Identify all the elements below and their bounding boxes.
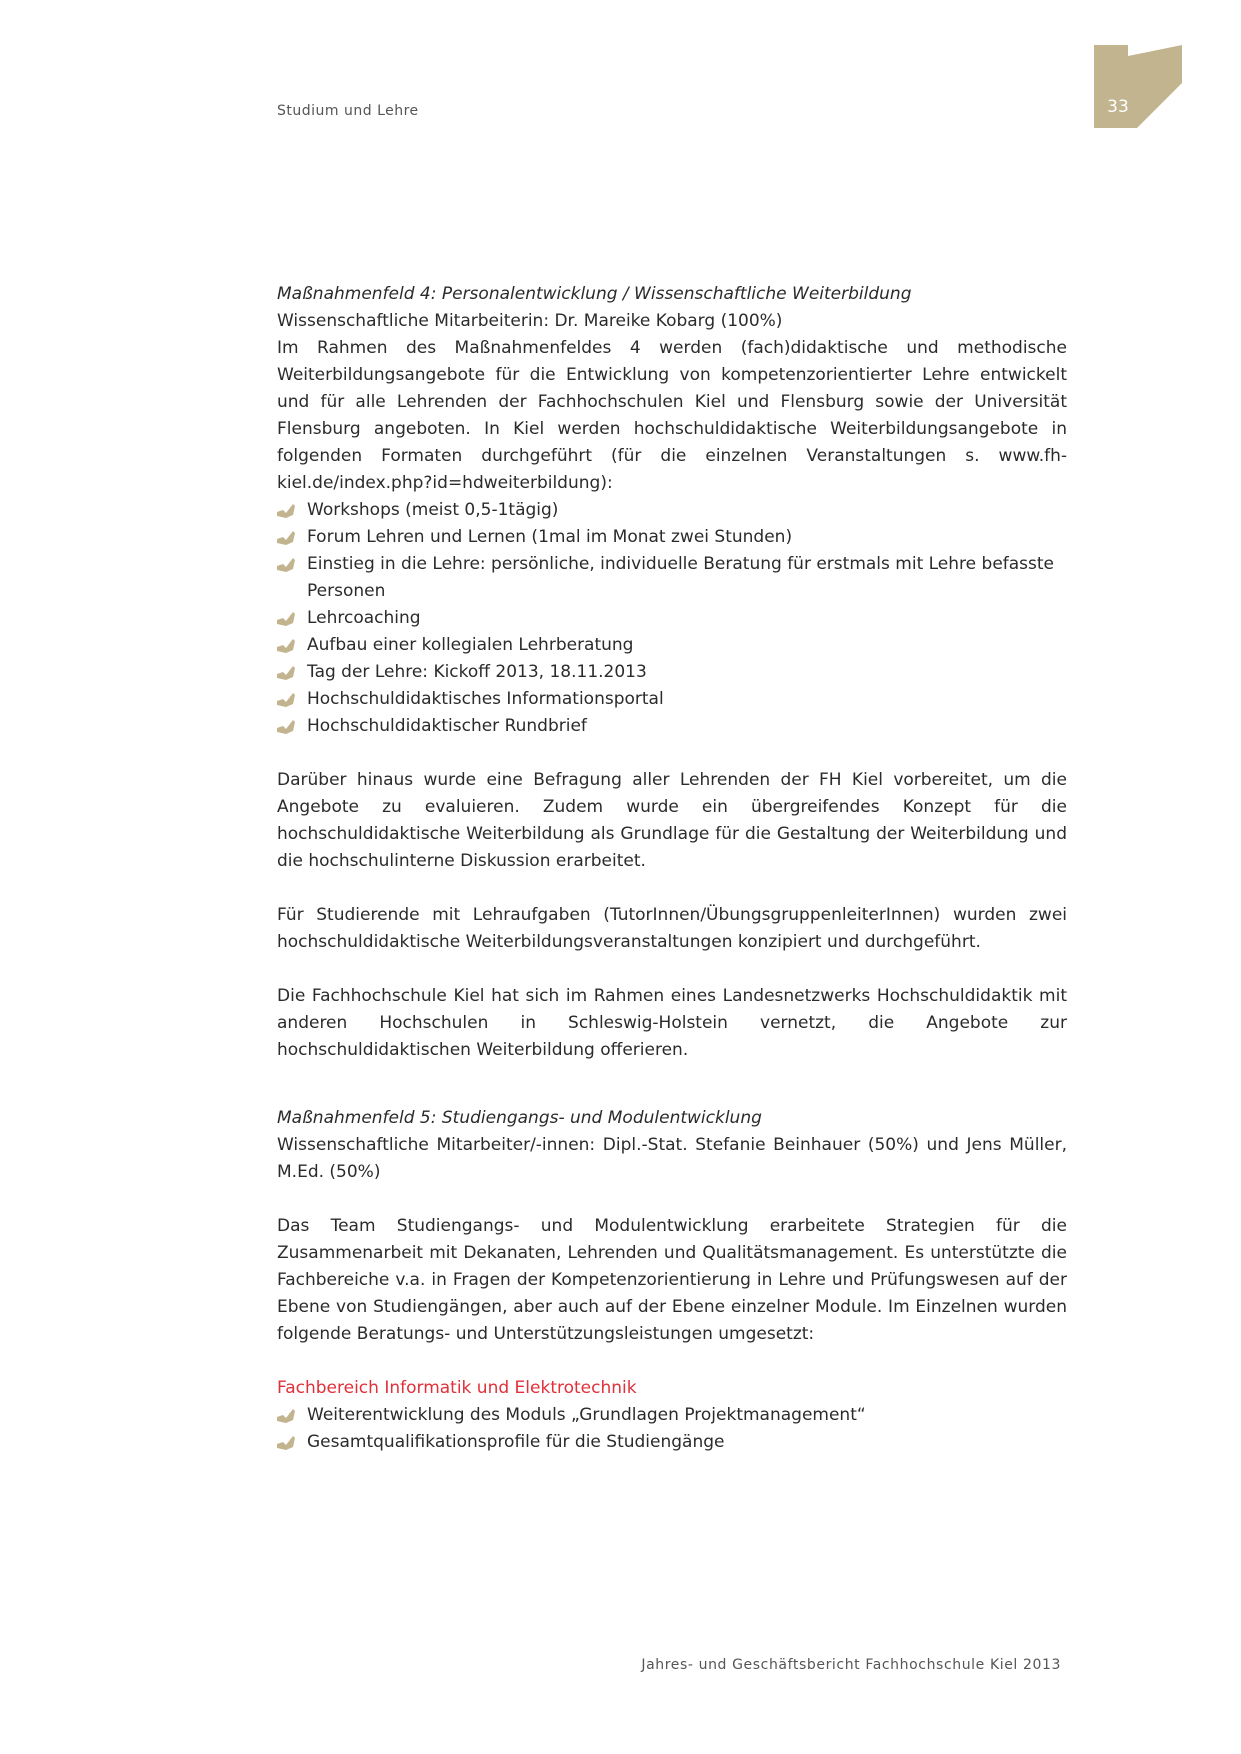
section5-bullet-list [277, 1402, 1067, 1456]
list-item: Hochschuldidaktischer Rundbrief [277, 713, 1067, 740]
check-bullet-icon [277, 720, 295, 734]
check-bullet-icon [277, 1436, 295, 1450]
section4-intro: Im Rahmen des Maßnahmenfeldes 4 werden (fach)didaktische und methodische Weiterbildungsangebote für die Entwicklung von kompetenzorientierter Lehre entwickelt und für alle Lehrenden der Fachhochschulen Kiel und Flensburg sowie der Universität Flensburg angeboten. In Kiel werden hochschuldidaktische Weiterbildungsangebote in folgenden Formaten durchgeführt (für die einzelnen Veranstaltungen s. www.fh-kiel.de/index.php?id=hdweiterbildung): [277, 338, 1067, 493]
section5-paragraph-1: Das Team Studiengangs- und Modulentwicklung erarbeitete Strategien für die Zusammenarbeit mit Dekanaten, Lehrenden und Qualitätsmanagement. Es unterstützte die Fachbereiche v.a. in Fragen der Kompetenzorientierung in Lehre und Prüfungswesen auf der Ebene von Studiengängen, aber auch auf der Ebene einzelner Module. Im Einzelnen wurden folgende Beratungs- und Unterstützungsleistungen umgesetzt: [277, 1216, 1067, 1344]
section4-paragraph-2: Darüber hinaus wurde eine Befragung aller Lehrenden der FH Kiel vorbereitet, um die Angebote zu evaluieren. Zudem wurde ein übergreifendes Konzept für die hochschuldidaktische Weiterbildung als Grundlage für die Gestaltung der Weiterbildung und die hochschulinterne Diskussion erarbeitet. [277, 770, 1067, 871]
list-item: Einstieg in die Lehre: persönliche, individuelle Beratung für erstmals mit Lehre befasste Personen [277, 551, 1067, 605]
list-item: Workshops (meist 0,5-1tägig) [277, 497, 1067, 524]
section4-paragraph-4: Die Fachhochschule Kiel hat sich im Rahmen eines Landesnetzwerks Hochschuldidaktik mit anderen Hochschulen in Schleswig-Holstein vernetzt, die Angebote zur hochschuldidaktischen Weiterbildung offerieren. [277, 986, 1067, 1060]
main-content [277, 281, 1067, 1456]
page-number: 33 [1107, 97, 1129, 117]
list-item: Hochschuldidaktisches Informationsportal [277, 686, 1067, 713]
list-item: Weiterentwicklung des Moduls „Grundlagen Projektmanagement“ [277, 1402, 1067, 1429]
section5-staff: Wissenschaftliche Mitarbeiter/-innen: Dipl.-Stat. Stefanie Beinhauer (50%) und Jens Müller, M.Ed. (50%) [277, 1135, 1067, 1182]
section4-paragraph-3: Für Studierende mit Lehraufgaben (TutorInnen/ÜbungsgruppenleiterInnen) wurden zwei hochschuldidaktische Weiterbildungsveranstaltungen konzipiert und durchgeführt. [277, 905, 1067, 952]
check-bullet-icon [277, 531, 295, 545]
list-item: Lehrcoaching [277, 605, 1067, 632]
list-item: Gesamtqualifikationsprofile für die Studiengänge [277, 1429, 1067, 1456]
check-bullet-icon [277, 504, 295, 518]
list-item: Aufbau einer kollegialen Lehrberatung [277, 632, 1067, 659]
section5-subheading: Fachbereich Informatik und Elektrotechnik [277, 1378, 637, 1398]
page-footer: Jahres- und Geschäftsbericht Fachhochschule Kiel 2013 [641, 1657, 1061, 1673]
section4-heading: Maßnahmenfeld 4: Personalentwicklung / Wissenschaftliche Weiterbildung [277, 284, 912, 304]
list-item: Forum Lehren und Lernen (1mal im Monat zwei Stunden) [277, 524, 1067, 551]
check-bullet-icon [277, 639, 295, 653]
check-bullet-icon [277, 693, 295, 707]
section4-staff: Wissenschaftliche Mitarbeiterin: Dr. Mareike Kobarg (100%) [277, 311, 783, 331]
check-bullet-icon [277, 612, 295, 626]
check-bullet-icon [277, 666, 295, 680]
check-bullet-icon [277, 1409, 295, 1423]
check-bullet-icon [277, 558, 295, 572]
section5-heading: Maßnahmenfeld 5: Studiengangs- und Modulentwicklung [277, 1108, 762, 1128]
list-item: Tag der Lehre: Kickoff 2013, 18.11.2013 [277, 659, 1067, 686]
running-head: Studium und Lehre [277, 103, 419, 119]
section4-bullet-list [277, 497, 1067, 740]
